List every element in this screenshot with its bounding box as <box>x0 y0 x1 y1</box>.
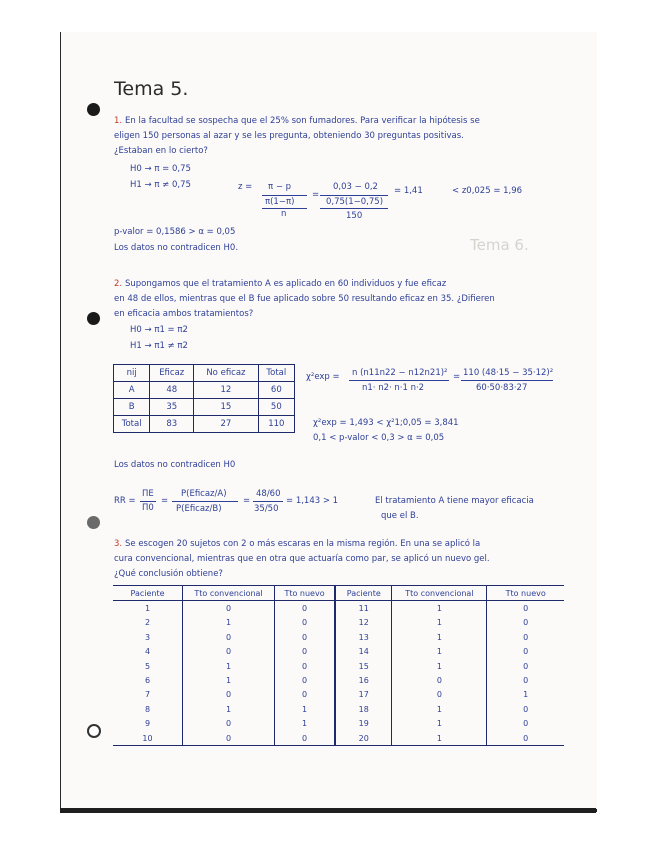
problem1-z-label: z = <box>238 182 253 192</box>
paired-data-table <box>113 585 564 746</box>
table-cell: 0 <box>275 616 336 630</box>
problem1-eq: = <box>312 190 320 200</box>
problem1-compare: < z0,025 = 1,96 <box>452 186 523 196</box>
table-cell: 16 <box>335 673 392 687</box>
problem1-frac1-den-outer: n <box>281 209 287 219</box>
table-cell: 0 <box>275 673 336 687</box>
table-cell: 10 <box>113 731 183 746</box>
table-cell: 60 <box>258 382 294 399</box>
table-cell: 35 <box>150 399 194 416</box>
table-cell: 0 <box>523 604 529 614</box>
problem3-text-line: ¿Qué conclusión obtiene? <box>114 569 223 579</box>
rr-frac1-num: ΠE <box>142 489 154 499</box>
chi-num2: 110 (48·15 − 35·12)² <box>463 368 554 378</box>
table-cell: 0 <box>275 688 336 702</box>
table-cell: 0 <box>523 733 529 743</box>
table-row <box>113 616 564 630</box>
table-cell: 0 <box>275 601 336 616</box>
table-cell: 0 <box>392 688 487 702</box>
table-cell: 3 <box>113 630 183 644</box>
table-cell: 1 <box>523 690 529 700</box>
table-cell: 1 <box>392 702 487 716</box>
problem1-sqrt1 <box>262 195 307 196</box>
table-cell: 0 <box>183 688 275 702</box>
table-cell: 0 <box>523 647 529 657</box>
table-header-cell: Tto convencional <box>392 586 487 601</box>
problem1-frac2-den-inner: 0,75(1−0,75) <box>326 197 384 207</box>
table-cell: 13 <box>335 630 392 644</box>
table-header-cell: Paciente <box>113 586 183 601</box>
table-cell: 0 <box>275 645 336 659</box>
table-cell: Total <box>114 416 150 433</box>
table-header-cell: Tto nuevo <box>487 586 564 601</box>
chi-label: χ²exp = <box>306 372 340 382</box>
table-cell: 6 <box>113 673 183 687</box>
table-cell: 0 <box>523 704 529 714</box>
problem1-text-line: En la facultad se sospecha que el 25% son fumadores. Para verificar la hipótesis se <box>125 116 480 126</box>
table-cell: 14 <box>335 645 392 659</box>
table-header-cell: nij <box>114 365 150 382</box>
table-cell: 9 <box>113 717 183 731</box>
table-cell: 1 <box>113 601 183 616</box>
table-cell: 12 <box>335 616 392 630</box>
table-cell: 0 <box>523 618 529 628</box>
punch-hole <box>87 724 101 738</box>
chi-num: n (n11n22 − n12n21)² <box>352 368 448 378</box>
table-cell: 83 <box>150 416 194 433</box>
chi-den: n1· n2· n·1 n·2 <box>362 383 425 393</box>
table-cell: 1 <box>183 702 275 716</box>
problem1-text-line: eligen 150 personas al azar y se les pregunta, obteniendo 30 preguntas positivas. <box>114 131 464 141</box>
table-cell: 12 <box>194 382 259 399</box>
rr-conclusion: El tratamiento A tiene mayor eficacia <box>375 496 534 506</box>
table-row <box>113 601 564 616</box>
chi-compare: χ²exp = 1,493 < χ²1;0,05 = 3,841 <box>313 418 459 428</box>
table-cell: 1 <box>183 673 275 687</box>
chi-den2: 60·50·83·27 <box>476 383 528 393</box>
problem3-number: 3. <box>114 539 123 549</box>
problem3-text-line: cura convencional, mientras que en otra que actuaría como par, se aplicó un nuevo gel. <box>114 554 490 564</box>
table-cell: 0 <box>183 731 275 746</box>
table-row <box>114 399 295 416</box>
problem1-frac2-num: 0,03 − 0,2 <box>333 182 378 192</box>
problem1-frac2-den-line <box>320 208 388 209</box>
table-cell: 0 <box>275 659 336 673</box>
table-cell: 0 <box>392 673 487 687</box>
table-cell: 7 <box>113 688 183 702</box>
table-cell: 11 <box>335 601 392 616</box>
table-row <box>113 659 564 673</box>
table-cell: 0 <box>523 632 529 642</box>
problem2-h0: H0 → π1 = π2 <box>130 325 188 335</box>
table-row <box>113 645 564 659</box>
problem2-number: 2. <box>114 279 123 289</box>
table-cell: 1 <box>392 616 487 630</box>
table-cell: 4 <box>113 645 183 659</box>
problem1-h0: H0 → π = 0,75 <box>130 164 191 174</box>
table-header-cell: No eficaz <box>194 365 259 382</box>
problem1-number: 1. <box>114 116 123 126</box>
problem1-conclusion: Los datos no contradicen H0. <box>114 243 239 253</box>
problem1-frac1-den-inner: π(1−π) <box>265 197 295 207</box>
table-header-row <box>114 365 295 382</box>
rr-eq: = <box>161 496 169 506</box>
table-cell: 50 <box>258 399 294 416</box>
problem1-sqrt2 <box>320 195 388 196</box>
table-cell: 20 <box>335 731 392 746</box>
punch-hole <box>87 516 100 529</box>
table-cell: 0 <box>523 719 529 729</box>
chi-eq: = <box>453 372 461 382</box>
rr-conclusion: que el B. <box>381 511 419 521</box>
table-cell: 48 <box>150 382 194 399</box>
problem1-text-line: ¿Estaban en lo cierto? <box>114 146 208 156</box>
table-cell: 0 <box>275 731 336 746</box>
table-cell: B <box>114 399 150 416</box>
table-cell: 5 <box>113 659 183 673</box>
rr-label: RR = <box>114 496 136 506</box>
problem2-text-line: en 48 de ellos, mientras que el B fue aplicado sobre 50 resultando eficaz en 35. ¿Difieren <box>114 294 495 304</box>
table-cell: 1 <box>392 731 487 746</box>
table-cell: A <box>114 382 150 399</box>
rr-frac3-num: 48/60 <box>256 489 281 499</box>
table-cell: 15 <box>335 659 392 673</box>
sheet-bottom-edge <box>60 808 596 813</box>
table-cell: 2 <box>113 616 183 630</box>
rr-result: = 1,143 > 1 <box>286 496 339 506</box>
problem2-h1: H1 → π1 ≠ π2 <box>130 341 188 351</box>
problem2-text-line: Supongamos que el tratamiento A es aplicado en 60 individuos y fue eficaz <box>125 279 447 289</box>
table-cell: 18 <box>335 702 392 716</box>
chi-fraction-line-2 <box>461 380 553 381</box>
punch-hole <box>87 312 100 325</box>
table-cell: 17 <box>335 688 392 702</box>
table-cell: 19 <box>335 717 392 731</box>
table-row <box>113 702 564 716</box>
table-cell: 0 <box>523 661 529 671</box>
chi-fraction-line <box>349 380 449 381</box>
table-cell: 110 <box>258 416 294 433</box>
table-header-cell: Eficaz <box>150 365 194 382</box>
table-cell: 1 <box>183 616 275 630</box>
problem2-conclusion: Los datos no contradicen H0 <box>114 460 236 470</box>
table-cell: 1 <box>392 601 487 616</box>
rr-frac1-den: Π0 <box>142 503 154 513</box>
table-cell: 0 <box>275 630 336 644</box>
rr-frac2-line <box>172 501 238 502</box>
table-cell: 1 <box>392 645 487 659</box>
rr-frac2-den: P(Eficaz/B) <box>176 504 222 514</box>
table-header-cell: Tto nuevo <box>275 586 336 601</box>
table-cell: 0 <box>183 717 275 731</box>
table-cell: 1 <box>392 659 487 673</box>
problem2-text-line: en eficacia ambos tratamientos? <box>114 309 254 319</box>
table-cell: 1 <box>392 717 487 731</box>
problem1-pvalue: p-valor = 0,1586 > α = 0,05 <box>114 227 236 237</box>
ghost-title: Tema 6. <box>470 236 529 254</box>
problem1-frac1-num: π − p <box>268 182 292 192</box>
problem1-frac2-den-outer: 150 <box>346 211 363 221</box>
table-row <box>114 416 295 433</box>
table-cell: 0 <box>523 676 529 686</box>
rr-eq2: = <box>243 496 251 506</box>
table-cell: 8 <box>113 702 183 716</box>
table-header-cell: Tto convencional <box>183 586 275 601</box>
table-cell: 15 <box>194 399 259 416</box>
table-cell: 27 <box>194 416 259 433</box>
page-title: Tema 5. <box>114 78 189 100</box>
pvalue-range: 0,1 < p-valor < 0,3 > α = 0,05 <box>313 433 445 443</box>
table-cell: 1 <box>183 659 275 673</box>
table-header-row <box>113 586 564 601</box>
table-cell: 1 <box>275 702 336 716</box>
problem1-h1: H1 → π ≠ 0,75 <box>130 180 191 190</box>
table-row <box>113 731 564 746</box>
table-cell: 1 <box>392 630 487 644</box>
table-cell: 0 <box>183 630 275 644</box>
table-row <box>113 630 564 644</box>
contingency-table <box>113 364 295 433</box>
table-header-cell: Total <box>258 365 294 382</box>
table-row <box>113 688 564 702</box>
rr-frac3-line <box>253 501 283 502</box>
table-header-cell: Paciente <box>335 586 392 601</box>
rr-frac1-line <box>140 501 156 502</box>
rr-frac2-num: P(Eficaz/A) <box>181 489 227 499</box>
table-row <box>114 382 295 399</box>
punch-hole <box>87 103 100 116</box>
table-cell: 0 <box>183 601 275 616</box>
table-row <box>113 717 564 731</box>
table-cell: 1 <box>275 717 336 731</box>
rr-frac3-den: 35/50 <box>254 504 279 514</box>
table-cell: 0 <box>183 645 275 659</box>
problem1-result: = 1,41 <box>394 186 423 196</box>
table-row <box>113 673 564 687</box>
problem3-text-line: Se escogen 20 sujetos con 2 o más escaras en la misma región. En una se aplicó la <box>125 539 481 549</box>
